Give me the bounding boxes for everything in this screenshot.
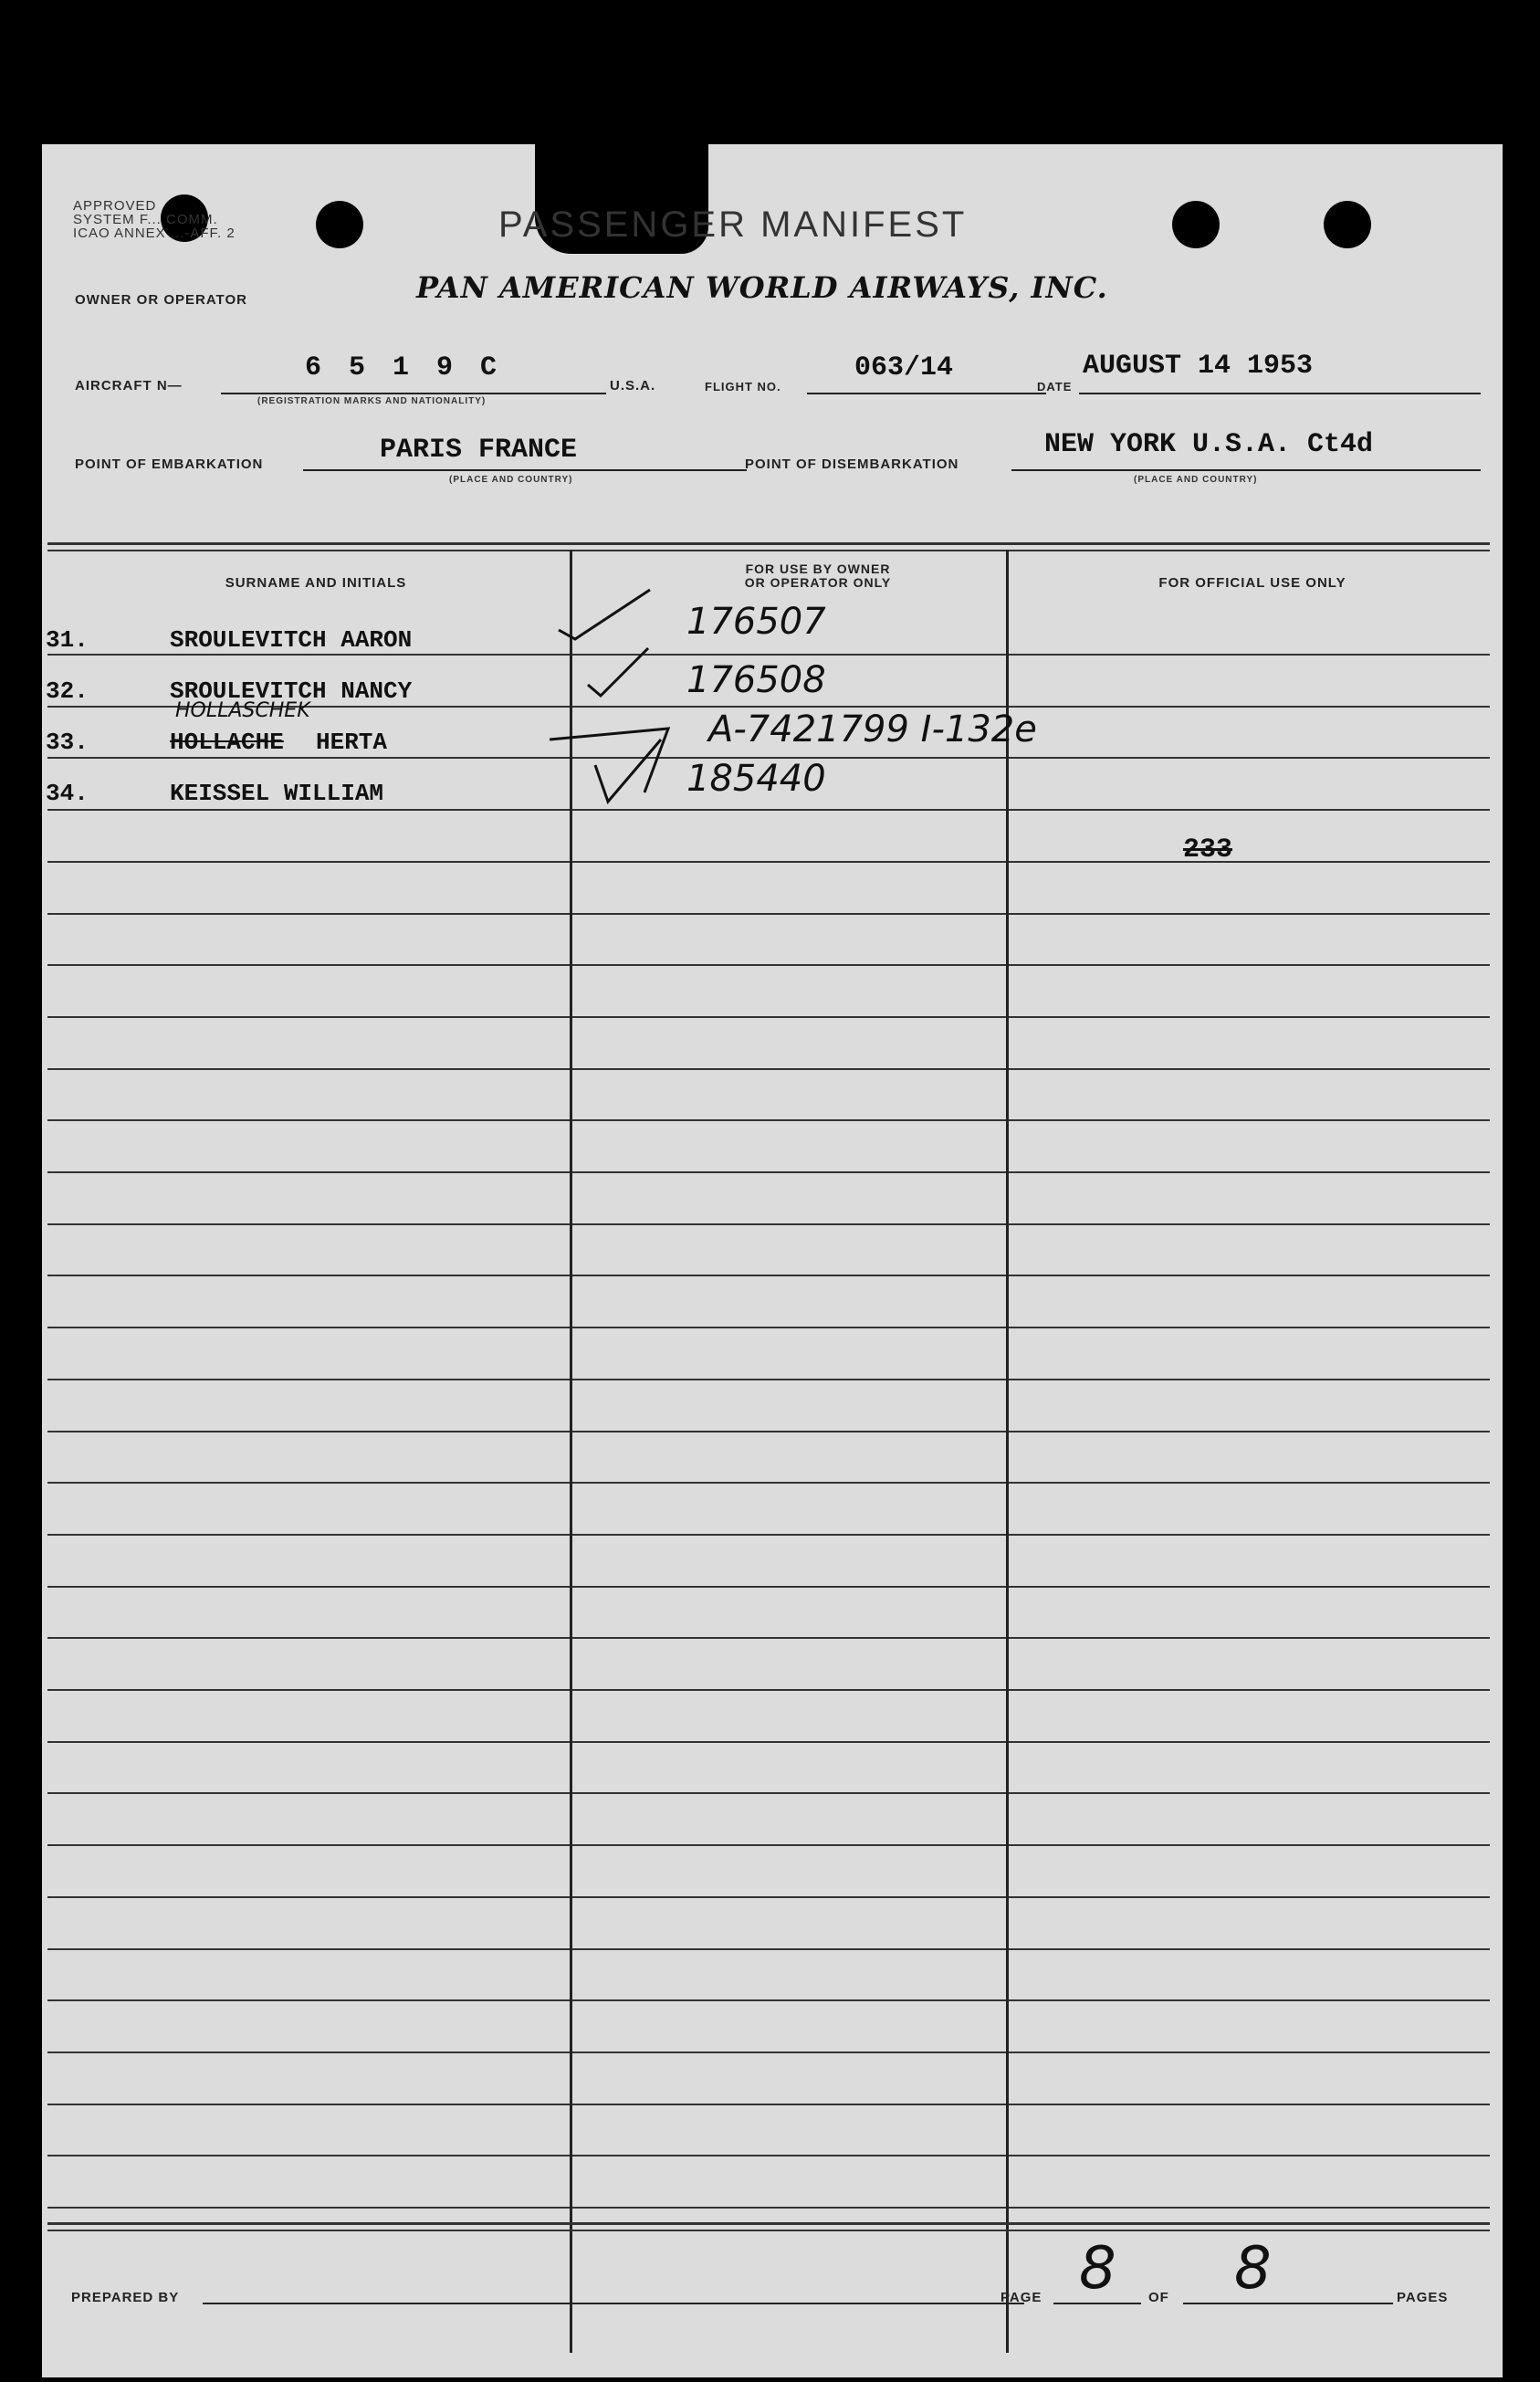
ruled-line <box>47 1275 1490 1276</box>
embarkation-label: POINT OF EMBARKATION <box>75 456 264 472</box>
passenger-name: SROULEVITCH AARON <box>170 626 413 654</box>
disembarkation-label: POINT OF DISEMBARKATION <box>745 456 959 472</box>
ticket-number: 185440 <box>686 758 826 800</box>
check-mark <box>559 590 650 639</box>
ruled-line <box>47 2155 1490 2156</box>
table-bottom-border <box>47 2222 1490 2225</box>
passenger-name: KEISSEL WILLIAM <box>170 780 384 807</box>
ruled-line <box>47 1948 1490 1950</box>
punch-hole <box>1324 201 1371 248</box>
flight-underline <box>807 393 1046 394</box>
disembarkation-sublabel: (PLACE AND COUNTRY) <box>1134 475 1258 485</box>
owner-label: OWNER OR OPERATOR <box>75 292 247 308</box>
operator-name: PAN AMERICAN WORLD AIRWAYS, INC. <box>416 270 1108 305</box>
passenger-name: SROULEVITCH NANCY <box>170 677 413 705</box>
passenger-number: 34. <box>46 780 89 807</box>
ruled-line <box>47 1431 1490 1432</box>
ruled-line <box>47 1171 1490 1173</box>
pages-label: PAGES <box>1397 2290 1449 2305</box>
embarkation-place: PARIS FRANCE <box>380 435 578 466</box>
ruled-line <box>47 861 1490 863</box>
page-underline <box>1053 2303 1141 2304</box>
page-title: PASSENGER MANIFEST <box>498 205 968 245</box>
alien-registration-number: A-7421799 I-132e <box>708 708 1037 750</box>
approval-note: APPROVED SYSTEM F... COMM. ICAO ANNEX ...-AFF. 2 <box>73 198 236 241</box>
ruled-line <box>47 913 1490 915</box>
passenger-number: 32. <box>46 677 89 705</box>
official-note: 233 <box>1183 834 1233 866</box>
passenger-number: 31. <box>46 626 89 654</box>
ruled-line <box>47 1016 1490 1018</box>
column-header-surname: SURNAME AND INITIALS <box>225 575 407 591</box>
column-header-owner-use-line1: FOR USE BY OWNER <box>745 561 891 576</box>
ruled-line <box>47 1379 1490 1380</box>
of-underline <box>1183 2303 1393 2304</box>
handwritten-name-correction: HOLLASCHEK <box>175 699 310 722</box>
table-top-border <box>47 542 1490 545</box>
ruled-line <box>47 1327 1490 1328</box>
aircraft-label: AIRCRAFT N— <box>75 378 183 394</box>
embarkation-underline <box>303 469 747 471</box>
aircraft-underline <box>221 393 606 394</box>
ruled-line <box>47 1896 1490 1898</box>
check-marks <box>550 582 732 838</box>
ruled-line <box>47 1119 1490 1121</box>
flight-date: AUGUST 14 1953 <box>1083 351 1314 382</box>
ruled-line <box>47 1999 1490 2001</box>
prepared-by-underline <box>203 2303 1024 2304</box>
ruled-line <box>47 964 1490 966</box>
page-number: 8 <box>1079 2235 1116 2303</box>
total-pages: 8 <box>1234 2235 1272 2303</box>
ruled-line <box>47 1792 1490 1794</box>
date-underline <box>1079 393 1481 394</box>
passenger-number: 33. <box>46 729 89 756</box>
registration-sublabel: (REGISTRATION MARKS AND NATIONALITY) <box>257 396 487 406</box>
embarkation-sublabel: (PLACE AND COUNTRY) <box>449 475 573 485</box>
ruled-line <box>47 1482 1490 1484</box>
table-bottom-border <box>47 2230 1490 2231</box>
check-mark <box>595 740 661 802</box>
ruled-line <box>47 2051 1490 2053</box>
ruled-line <box>47 2104 1490 2105</box>
disembarkation-place: NEW YORK U.S.A. Ct4d <box>1044 429 1374 460</box>
ruled-line <box>47 1068 1490 1070</box>
manifest-sheet <box>42 144 1503 2377</box>
ticket-number: 176508 <box>686 659 826 701</box>
flight-number: 063/14 <box>854 352 954 383</box>
ruled-line <box>47 1586 1490 1588</box>
column-divider <box>1006 550 1009 2353</box>
disembarkation-underline <box>1011 469 1481 471</box>
passenger-name-struck: HOLLACHE <box>170 729 284 756</box>
aircraft-registration: 6 5 1 9 C <box>305 352 503 383</box>
ruled-line <box>47 1741 1490 1743</box>
table-top-border <box>47 550 1490 551</box>
date-label: DATE <box>1037 380 1073 394</box>
passenger-name: HERTA <box>316 729 388 756</box>
ruled-line <box>47 1637 1490 1639</box>
of-label: OF <box>1148 2290 1169 2305</box>
prepared-by-label: PREPARED BY <box>71 2290 180 2305</box>
check-mark <box>588 648 648 696</box>
ruled-line <box>47 1689 1490 1691</box>
check-mark <box>550 729 668 792</box>
column-header-official: FOR OFFICIAL USE ONLY <box>1158 575 1346 591</box>
ruled-line <box>47 2207 1490 2209</box>
usa-label: U.S.A. <box>610 378 656 394</box>
ruled-line <box>47 1223 1490 1225</box>
punch-hole <box>1172 201 1220 248</box>
ruled-line <box>47 654 1490 656</box>
ruled-line <box>47 809 1490 811</box>
column-header-owner-use-line2: OR OPERATOR ONLY <box>744 575 892 590</box>
ruled-line <box>47 1844 1490 1846</box>
ruled-line <box>47 1534 1490 1536</box>
ticket-number: 176507 <box>686 601 826 643</box>
page-label: PAGE <box>1000 2290 1042 2305</box>
flight-label: FLIGHT NO. <box>705 380 781 394</box>
punch-hole <box>316 201 363 248</box>
